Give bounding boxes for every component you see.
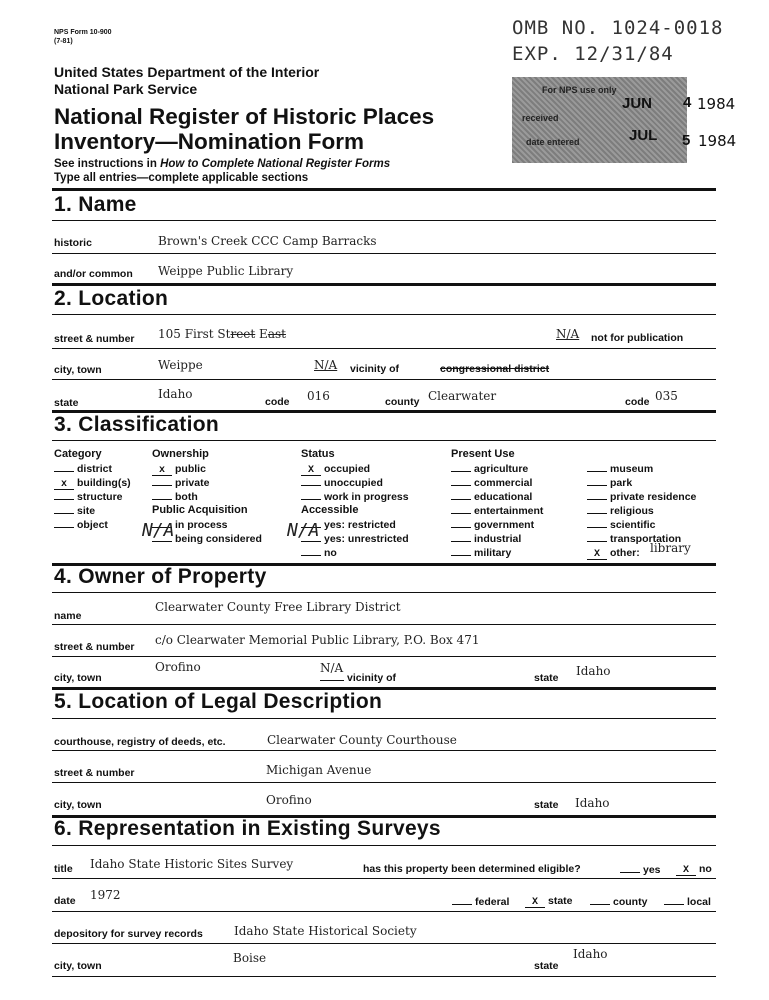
received-label: received — [522, 113, 559, 123]
department-name: United States Department of the Interior — [54, 64, 320, 80]
acquisition-option[interactable]: in process — [152, 518, 262, 532]
owner-street-label: street & number — [54, 641, 135, 653]
accessible-option[interactable]: no — [301, 546, 409, 560]
survey-title-label: title — [54, 863, 73, 875]
accessible-heading: Accessible — [301, 504, 359, 516]
category-list — [54, 462, 131, 532]
present-use-option[interactable]: commercial — [451, 476, 543, 490]
present-use-option[interactable]: agriculture — [451, 462, 543, 476]
legal-state-label: state — [534, 799, 559, 811]
historic-label: historic — [54, 237, 92, 249]
category-option[interactable]: object — [54, 518, 131, 532]
not-for-publication-mark: N/A — [556, 327, 580, 341]
accessible-na-mark: N/A — [287, 520, 320, 541]
section-5-title: 5. Location of Legal Description — [54, 690, 383, 713]
owner-city: Orofino — [155, 660, 201, 674]
historic-name: Brown's Creek CCC Camp Barracks — [158, 234, 377, 248]
depository-state: Idaho — [573, 947, 608, 961]
ownership-option[interactable]: private — [152, 476, 209, 490]
date-entered-label: date entered — [526, 137, 580, 147]
depository-state-label: state — [534, 960, 559, 972]
other-use-value: library — [650, 541, 691, 555]
received-month: JUN — [622, 95, 653, 112]
entered-day: 5 — [682, 132, 691, 149]
county-code-label: code — [625, 396, 650, 408]
entered-year: 1984 — [698, 132, 737, 150]
status-option[interactable]: unoccupied — [301, 476, 409, 490]
depository-city-label: city, town — [54, 960, 102, 972]
state-code-label: code — [265, 396, 290, 408]
acquisition-option[interactable]: being considered — [152, 532, 262, 546]
owner-state-label: state — [534, 672, 559, 684]
status-list — [301, 462, 409, 504]
section-4-title: 4. Owner of Property — [54, 565, 267, 588]
section-6-title: 6. Representation in Existing Surveys — [54, 817, 441, 840]
survey-title: Idaho State Historic Sites Survey — [90, 857, 294, 871]
category-option[interactable]: site — [54, 504, 131, 518]
form-revision: (7-81) — [54, 38, 73, 45]
depository: Idaho State Historical Society — [234, 924, 417, 938]
form-title-line2: Inventory—Nomination Form — [54, 129, 365, 154]
level-county[interactable]: county — [590, 895, 647, 908]
level-local[interactable]: local — [664, 895, 711, 908]
depository-label: depository for survey records — [54, 928, 203, 940]
present-use-option[interactable]: scientific — [587, 518, 696, 532]
section-1-title: 1. Name — [54, 193, 137, 216]
eligible-no[interactable]: X no — [676, 863, 712, 876]
eligible-yes[interactable]: yes — [620, 863, 661, 876]
form-title-line1: National Register of Historic Places — [54, 104, 435, 129]
owner-name: Clearwater County Free Library District — [155, 600, 401, 614]
present-use-heading: Present Use — [451, 448, 515, 460]
common-name: Weippe Public Library — [158, 264, 294, 278]
category-option[interactable]: structure — [54, 490, 131, 504]
section-3-title: 3. Classification — [54, 413, 219, 436]
street-address: 105 First Street East — [158, 327, 286, 341]
present-use-option[interactable]: educational — [451, 490, 543, 504]
ownership-option[interactable]: x public — [152, 462, 209, 476]
present-use-option[interactable]: religious — [587, 504, 696, 518]
legal-street-label: street & number — [54, 767, 135, 779]
present-use-option[interactable]: government — [451, 518, 543, 532]
state: Idaho — [158, 387, 193, 401]
entered-month: JUL — [629, 127, 658, 144]
present-use-option[interactable]: entertainment — [451, 504, 543, 518]
courthouse: Clearwater County Courthouse — [267, 733, 457, 747]
depository-city: Boise — [233, 951, 267, 965]
legal-city: Orofino — [266, 793, 312, 807]
city-town-label: city, town — [54, 364, 102, 376]
nps-use-label: For NPS use only — [542, 85, 617, 95]
legal-city-label: city, town — [54, 799, 102, 811]
instructions-line1: See instructions in How to Complete National Register Forms — [54, 158, 391, 170]
owner-street: c/o Clearwater Memorial Public Library, P.O. Box 471 — [155, 633, 480, 647]
level-state[interactable]: X state — [525, 895, 573, 908]
survey-date: 1972 — [90, 888, 121, 902]
legal-state: Idaho — [575, 796, 610, 810]
present-use-option[interactable]: industrial — [451, 532, 543, 546]
city-town: Weippe — [158, 358, 203, 372]
category-option[interactable]: x building(s) — [54, 476, 131, 490]
present-use-list-a — [451, 462, 543, 560]
not-for-publication-label: not for publication — [591, 332, 684, 344]
survey-date-label: date — [54, 895, 76, 907]
present-use-option[interactable]: museum — [587, 462, 696, 476]
county-label: county — [385, 396, 420, 408]
category-option[interactable]: district — [54, 462, 131, 476]
ownership-heading: Ownership — [152, 448, 209, 460]
owner-name-label: name — [54, 610, 82, 622]
owner-vicinity-label: vicinity of — [320, 671, 396, 684]
legal-street: Michigan Avenue — [266, 763, 372, 777]
present-use-option[interactable]: park — [587, 476, 696, 490]
vicinity-mark: N/A — [314, 358, 338, 372]
acquisition-na-mark: N/A — [142, 520, 175, 541]
accessible-option[interactable]: yes: unrestricted — [301, 532, 409, 546]
county-code: 035 — [655, 389, 678, 403]
ownership-list — [152, 462, 209, 504]
owner-state: Idaho — [576, 664, 611, 678]
present-use-option[interactable]: military — [451, 546, 543, 560]
section-2-title: 2. Location — [54, 287, 169, 310]
nps-use-stamp — [512, 77, 687, 163]
vicinity-label: vicinity of — [350, 363, 400, 375]
status-option[interactable]: X occupied — [301, 462, 409, 476]
ownership-option[interactable]: both — [152, 490, 209, 504]
category-heading: Category — [54, 448, 102, 460]
courthouse-label: courthouse, registry of deeds, etc. — [54, 736, 226, 748]
owner-city-label: city, town — [54, 672, 102, 684]
present-use-option[interactable]: transportation — [587, 532, 696, 546]
state-label: state — [54, 397, 79, 409]
received-day: 4 — [683, 94, 692, 111]
level-federal[interactable]: federal — [452, 895, 509, 908]
status-option[interactable]: work in progress — [301, 490, 409, 504]
eligibility-question: has this property been determined eligible? — [363, 863, 581, 875]
street-number-label: street & number — [54, 333, 135, 345]
received-year: 1984 — [697, 95, 736, 113]
accessible-option[interactable]: yes: restricted — [301, 518, 409, 532]
present-use-option[interactable]: private residence — [587, 490, 696, 504]
public-acquisition-heading: Public Acquisition — [152, 504, 248, 516]
omb-number: OMB NO. 1024-0018 — [512, 17, 724, 39]
county: Clearwater — [428, 389, 497, 403]
service-name: National Park Service — [54, 81, 198, 97]
form-number: NPS Form 10-900 — [54, 29, 112, 36]
common-name-label: and/or common — [54, 268, 133, 280]
instructions-line2: Type all entries—complete applicable sections — [54, 172, 309, 184]
state-code: 016 — [307, 389, 330, 403]
expiration-date: EXP. 12/31/84 — [512, 43, 674, 65]
present-use-option[interactable]: X other: — [587, 546, 696, 560]
status-heading: Status — [301, 448, 335, 460]
congressional-district-label: congressional district — [440, 363, 550, 375]
owner-vicinity-mark: N/A — [320, 661, 344, 675]
